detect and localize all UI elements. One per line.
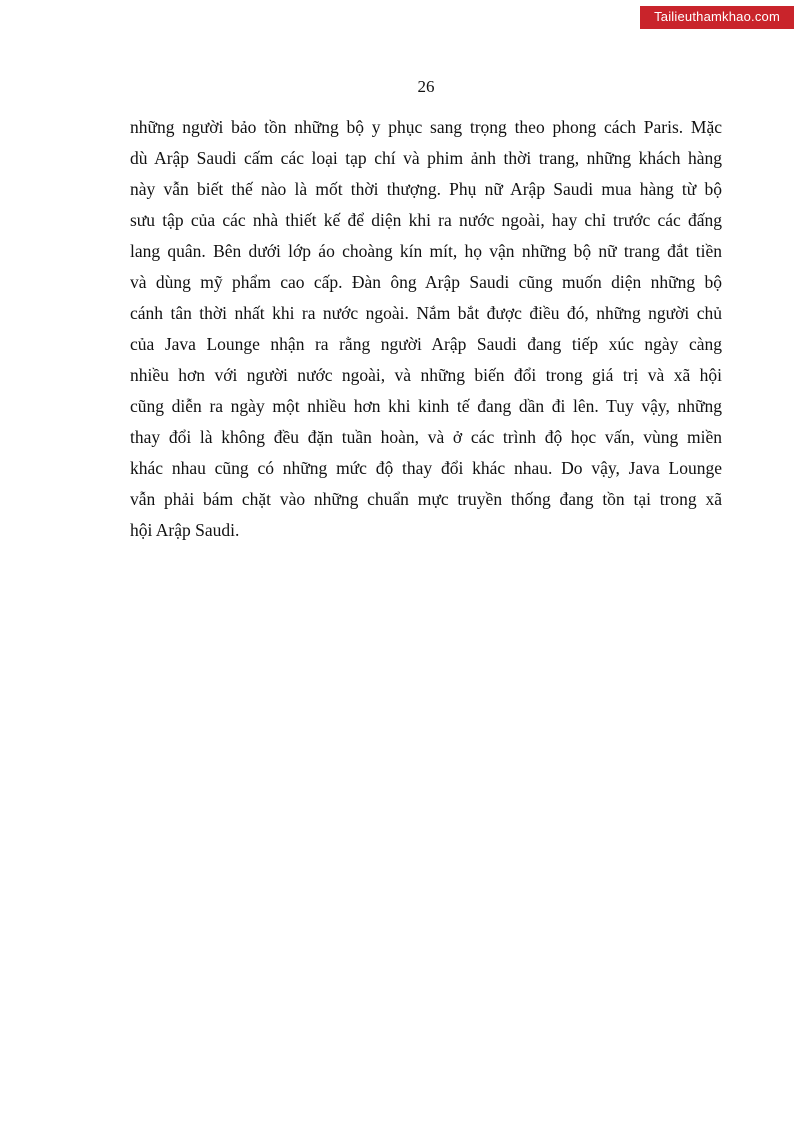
paragraph-line: thay đổi là không đều đặn tuần hoàn, và ở các trình độ học vấn, vùng miền [130,427,722,447]
paragraph-line: và dùng mỹ phẩm cao cấp. Đàn ông Arập Saudi cũng muốn diện những bộ [130,272,722,292]
paragraph-line: hội Arập Saudi. [130,520,240,540]
body-paragraph [130,112,722,546]
paragraph-line: nhiều hơn với người nước ngoài, và những biến đổi trong giá trị và xã hội [130,365,722,385]
paragraph-line: sưu tập của các nhà thiết kế để diện khi ra nước ngoài, hay chỉ trước các đấng [130,210,722,230]
watermark-badge: Tailieuthamkhao.com [640,6,794,29]
paragraph-line: này vẫn biết thế nào là mốt thời thượng. Phụ nữ Arập Saudi mua hàng từ bộ [130,179,722,199]
paragraph-line: dù Arập Saudi cấm các loại tạp chí và phim ảnh thời trang, những khách hàng [130,148,722,168]
paragraph-line: cánh tân thời nhất khi ra nước ngoài. Nắm bắt được điều đó, những người chủ [130,303,722,323]
paragraph-line: lang quân. Bên dưới lớp áo choàng kín mít, họ vận những bộ nữ trang đắt tiền [130,241,722,261]
paragraph-line: cũng diễn ra ngày một nhiều hơn khi kinh tế đang dần đi lên. Tuy vậy, những [130,396,722,416]
paragraph-line: khác nhau cũng có những mức độ thay đổi khác nhau. Do vậy, Java Lounge [130,458,722,478]
page-number: 26 [417,77,435,96]
paragraph-line: của Java Lounge nhận ra rằng người Arập Saudi đang tiếp xúc ngày càng [130,334,722,354]
paragraph-line: vẫn phải bám chặt vào những chuẩn mực truyền thống đang tồn tại trong xã [130,489,722,509]
paragraph-line: những người bảo tồn những bộ y phục sang trọng theo phong cách Paris. Mặc [130,117,722,137]
